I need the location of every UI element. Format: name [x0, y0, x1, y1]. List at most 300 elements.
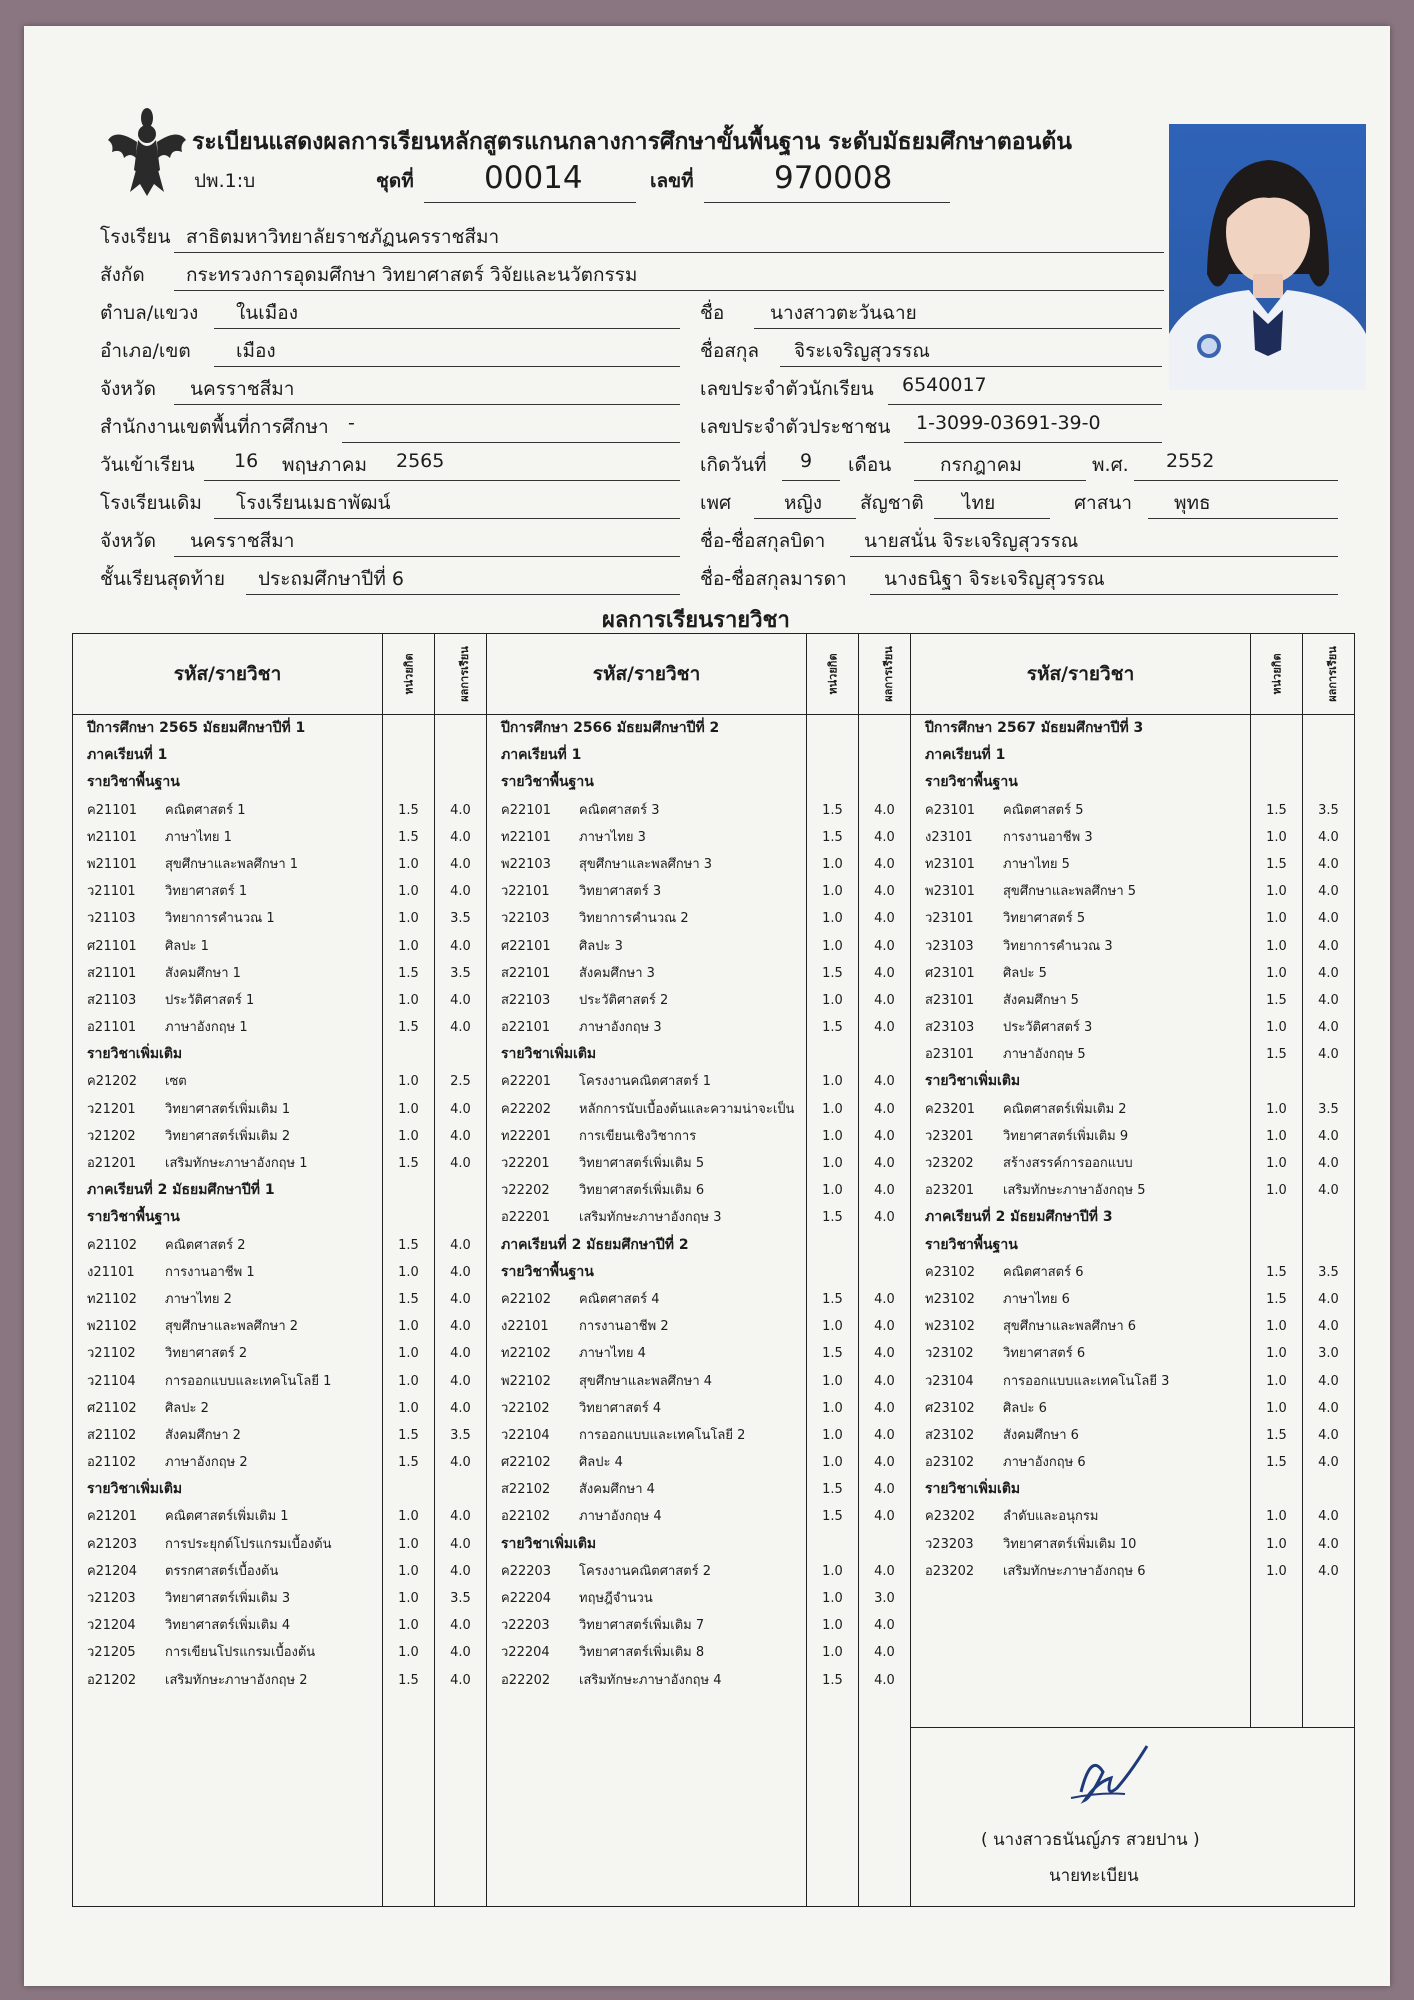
- subject-code: ว23202: [925, 1156, 974, 1171]
- subject-name: ลำดับและอนุกรม: [1003, 1509, 1099, 1525]
- section-heading: รายวิชาพื้นฐาน: [925, 774, 1018, 791]
- subject-credit: 1.0: [398, 911, 419, 927]
- subject-row: [911, 905, 1250, 932]
- subject-row: [487, 824, 806, 851]
- subject-header: รหัส/รายวิชา: [73, 634, 383, 715]
- subject-grade: 3.0: [874, 1591, 895, 1606]
- subject-row: [911, 1449, 1250, 1476]
- subject-code: ว21203: [87, 1591, 136, 1606]
- subject-name: คณิตศาสตร์ 5: [1003, 802, 1084, 818]
- subject-header: รหัส/รายวิชา: [911, 634, 1251, 715]
- subject-credit: 1.5: [398, 802, 419, 818]
- section-heading: รายวิชาเพิ่มเติม: [501, 1535, 597, 1552]
- subject-credit: 1.5: [822, 965, 843, 981]
- garuda-emblem-icon: [104, 100, 190, 200]
- subject-row: [73, 1612, 382, 1639]
- subject-row: [73, 1286, 382, 1313]
- subject-credit: 1.5: [398, 1020, 419, 1036]
- subject-grade: 4.0: [1318, 884, 1339, 900]
- subject-credit: 1.0: [822, 1319, 843, 1335]
- subject-name: ศิลปะ 4: [579, 1455, 623, 1471]
- subject-row: [73, 1340, 382, 1367]
- subject-name: เสริมทักษะภาษาอังกฤษ 2: [165, 1672, 308, 1688]
- subject-row: [487, 1667, 806, 1694]
- subject-credit: 1.0: [398, 856, 419, 872]
- set-underline: [424, 202, 636, 203]
- subject-row: [487, 987, 806, 1014]
- subject-name: ทฤษฎีจำนวน: [579, 1591, 653, 1606]
- section-heading: รายวิชาเพิ่มเติม: [925, 1073, 1021, 1090]
- set-label: ชุดที่: [376, 170, 414, 192]
- subject-credit: 1.5: [1266, 1455, 1287, 1471]
- subject-row: [73, 1232, 382, 1259]
- subject-name: วิทยาศาสตร์เพิ่มเติม 7: [579, 1618, 705, 1634]
- subject-code: อ23101: [925, 1047, 975, 1063]
- subject-row: [487, 797, 806, 824]
- subject-code: อ21102: [87, 1455, 137, 1471]
- subject-name: การงานอาชีพ 1: [165, 1264, 255, 1280]
- area-office-underline: [342, 442, 680, 443]
- year3-credits: [1251, 715, 1303, 1728]
- subject-code: อ22202: [501, 1672, 551, 1688]
- subject-name: วิทยาศาสตร์ 5: [1003, 911, 1086, 927]
- subject-code: ว23203: [925, 1536, 974, 1552]
- section-heading: ภาคเรียนที่ 2 มัธยมศึกษาปีที่ 1: [87, 1182, 275, 1199]
- credit-header: หน่วยกิต: [383, 634, 435, 715]
- prev-province-underline: [174, 556, 680, 557]
- registrar-position: นายทะเบียน: [1049, 1866, 1139, 1886]
- subject-grade: 4.0: [1318, 1183, 1339, 1199]
- subject-row: [487, 1585, 806, 1612]
- year2-grades: [859, 715, 911, 1907]
- credit-blank: [1251, 769, 1302, 796]
- subject-code: ว23104: [925, 1373, 974, 1389]
- subject-credit: 1.0: [1266, 1563, 1287, 1579]
- credit-blank: [383, 1177, 434, 1204]
- subject-name: ศิลปะ 3: [579, 938, 623, 954]
- subject-name: การงานอาชีพ 2: [579, 1319, 669, 1335]
- prev-school-label: โรงเรียนเดิม: [100, 492, 202, 514]
- subject-grade: 4.0: [874, 1373, 895, 1389]
- credit-blank: [383, 1204, 434, 1231]
- subject-credit: 1.5: [398, 1156, 419, 1171]
- subject-credit: 1.0: [1266, 1373, 1287, 1389]
- subject-name: เสริมทักษะภาษาอังกฤษ 6: [1003, 1563, 1146, 1579]
- subject-code: ค23101: [925, 802, 976, 818]
- subject-credit: 1.0: [1266, 1156, 1287, 1171]
- subject-credit: 1.0: [1266, 1536, 1287, 1552]
- subject-grade: 3.5: [1318, 802, 1339, 818]
- student-surname: จิระเจริญสุวรรณ: [794, 340, 930, 362]
- subject-name: ภาษาไทย 4: [579, 1346, 646, 1362]
- subject-credit: 1.0: [398, 1563, 419, 1579]
- subject-row: [911, 960, 1250, 987]
- father-underline: [850, 556, 1338, 557]
- subject-row: [911, 1503, 1250, 1530]
- subject-code: ส23102: [925, 1427, 975, 1443]
- subject-code: ศ23101: [925, 965, 975, 981]
- subject-grade: 4.0: [450, 1101, 471, 1117]
- subject-grade: 4.0: [450, 1319, 471, 1335]
- subject-row: [487, 1123, 806, 1150]
- subject-credit: 1.5: [398, 1455, 419, 1471]
- province-label: จังหวัด: [100, 378, 156, 400]
- student-id-underline: [888, 404, 1162, 405]
- nationality-underline: [934, 518, 1050, 519]
- subject-name: สุขศึกษาและพลศึกษา 2: [165, 1319, 299, 1335]
- subject-grade: 4.0: [874, 938, 895, 954]
- subject-code: ว21201: [87, 1101, 136, 1117]
- subject-name: วิทยาการคำนวณ 2: [579, 911, 689, 927]
- entry-day: 16: [234, 450, 259, 472]
- subject-grade: 4.0: [450, 1291, 471, 1307]
- credit-blank: [1251, 1204, 1302, 1231]
- subject-grade: 4.0: [874, 911, 895, 927]
- subject-grade: 4.0: [874, 884, 895, 900]
- subject-grade: 4.0: [1318, 829, 1339, 845]
- subject-code: ท21101: [87, 829, 137, 845]
- subject-code: ง22101: [501, 1319, 549, 1335]
- sex-underline: [754, 518, 856, 519]
- subject-row: [911, 824, 1250, 851]
- subject-row: [487, 851, 806, 878]
- subject-row: [73, 1395, 382, 1422]
- subject-grade: 3.5: [1318, 1264, 1339, 1280]
- subject-credit: 1.0: [398, 884, 419, 900]
- subject-name: วิทยาศาสตร์เพิ่มเติม 3: [165, 1591, 291, 1606]
- subject-row: [73, 960, 382, 987]
- subject-name: สังคมศึกษา 4: [579, 1482, 655, 1498]
- subject-code: ค21203: [87, 1536, 138, 1552]
- subject-row: [73, 851, 382, 878]
- credit-blank: [807, 742, 858, 769]
- subject-name: การเขียนโปรแกรมเบื้องต้น: [165, 1645, 316, 1661]
- subject-code: อ23202: [925, 1563, 975, 1579]
- subject-credit: 1.5: [1266, 802, 1287, 818]
- subject-row: [487, 1449, 806, 1476]
- subject-code: ค21102: [87, 1237, 138, 1253]
- subject-row: [73, 1123, 382, 1150]
- subject-code: ค22202: [501, 1101, 552, 1117]
- subject-grade: 4.0: [450, 1536, 471, 1552]
- subject-grade: 4.0: [450, 802, 471, 818]
- subject-credit: 1.0: [1266, 938, 1287, 954]
- subject-name: วิทยาศาสตร์เพิ่มเติม 9: [1003, 1128, 1129, 1144]
- last-level-underline: [246, 594, 680, 595]
- grades-body-row: [73, 715, 1355, 1728]
- subject-row: [911, 1531, 1250, 1558]
- birth-month: กรกฎาคม: [940, 454, 1022, 476]
- subject-row: [487, 1639, 806, 1666]
- subject-row: [911, 1340, 1250, 1367]
- section-heading: ภาคเรียนที่ 1: [87, 747, 168, 764]
- subject-code: ส23103: [925, 1020, 975, 1036]
- subject-grade: 4.0: [450, 992, 471, 1008]
- subject-grade: 4.0: [874, 1101, 895, 1117]
- subject-code: ค23102: [925, 1264, 976, 1280]
- subject-code: พ23101: [925, 884, 975, 900]
- subject-row: [487, 1150, 806, 1177]
- grade-blank: [859, 742, 910, 769]
- province-value: นครราชสีมา: [190, 378, 295, 400]
- subject-credit: 1.0: [398, 1591, 419, 1606]
- subject-credit: 1.0: [822, 1183, 843, 1199]
- subject-name: เซต: [165, 1074, 187, 1090]
- grade-blank: [1303, 1204, 1354, 1231]
- year3-subjects: [911, 715, 1251, 1728]
- subject-name: ศิลปะ 1: [165, 938, 209, 954]
- subject-grade: 4.0: [874, 1210, 895, 1226]
- subject-grade: 4.0: [450, 1509, 471, 1525]
- grade-blank: [435, 1204, 486, 1231]
- section-heading: ภาคเรียนที่ 2 มัธยมศึกษาปีที่ 2: [501, 1236, 689, 1253]
- area-office-label: สำนักงานเขตพื้นที่การศึกษา: [100, 416, 329, 438]
- subject-grade: 3.5: [1318, 1101, 1339, 1117]
- subject-name: ประวัติศาสตร์ 3: [1003, 1020, 1093, 1036]
- subject-row: [911, 1558, 1250, 1585]
- subject-credit: 1.0: [1266, 1128, 1287, 1144]
- subject-credit: 1.0: [1266, 884, 1287, 900]
- subject-grade: 4.0: [874, 1346, 895, 1362]
- subject-code: ส23101: [925, 992, 975, 1008]
- entry-month: พฤษภาคม: [282, 454, 367, 476]
- district-underline: [214, 366, 680, 367]
- subject-name: วิทยาศาสตร์ 3: [579, 884, 662, 900]
- subject-credit: 1.0: [1266, 1346, 1287, 1362]
- set-number: 00014: [484, 160, 583, 196]
- subject-grade: 4.0: [1318, 1319, 1339, 1335]
- subject-grade: 4.0: [450, 1128, 471, 1144]
- subject-credit: 1.0: [822, 1591, 843, 1606]
- subject-name: การประยุกต์โปรแกรมเบื้องต้น: [165, 1536, 332, 1552]
- number-underline: [704, 202, 950, 203]
- subject-grade: 4.0: [450, 884, 471, 900]
- subject-name: ภาษาไทย 3: [579, 829, 646, 845]
- subject-grade: 4.0: [1318, 1047, 1339, 1063]
- subject-name: ภาษาอังกฤษ 2: [165, 1455, 248, 1471]
- religion-label: ศาสนา: [1074, 492, 1132, 514]
- subject-code: ว21101: [87, 884, 136, 900]
- subject-grade: 4.0: [450, 1400, 471, 1416]
- subject-grade: 4.0: [450, 856, 471, 872]
- subject-name: สังคมศึกษา 1: [165, 965, 241, 981]
- subject-row: [911, 1395, 1250, 1422]
- subject-credit: 1.0: [1266, 829, 1287, 845]
- subject-credit: 1.0: [822, 1128, 843, 1144]
- subject-row: [911, 1286, 1250, 1313]
- subject-credit: 1.5: [822, 1482, 843, 1498]
- subject-row: [487, 1177, 806, 1204]
- subject-credit: 1.5: [822, 802, 843, 818]
- subject-row: [73, 1422, 382, 1449]
- grade-blank: [435, 742, 486, 769]
- doc-number: 970008: [774, 160, 893, 196]
- subject-credit: 1.0: [822, 911, 843, 927]
- subject-credit: 1.5: [822, 1291, 843, 1307]
- subject-grade: 4.0: [874, 965, 895, 981]
- subject-credit: 1.0: [398, 1264, 419, 1280]
- subject-credit: 1.0: [822, 1156, 843, 1171]
- subject-name: คณิตศาสตร์ 3: [579, 802, 660, 818]
- subject-grade: 4.0: [450, 1373, 471, 1389]
- subject-name: ภาษาอังกฤษ 1: [165, 1020, 248, 1036]
- subject-code: ค22102: [501, 1291, 552, 1307]
- national-id: 1-3099-03691-39-0: [916, 412, 1101, 434]
- subject-credit: 1.0: [822, 1373, 843, 1389]
- subject-code: ค21101: [87, 802, 138, 818]
- subject-row: [73, 1150, 382, 1177]
- subject-grade: 4.0: [1318, 1400, 1339, 1416]
- subject-code: พ22103: [501, 856, 551, 872]
- area-office-value: -: [348, 412, 355, 434]
- subject-credit: 1.0: [398, 1618, 419, 1634]
- subject-row: [911, 1096, 1250, 1123]
- district-value: เมือง: [236, 340, 276, 362]
- student-id-label: เลขประจำตัวนักเรียน: [700, 378, 874, 400]
- subject-grade: 4.0: [874, 1427, 895, 1443]
- subject-row: [487, 905, 806, 932]
- school-underline: [174, 252, 1164, 253]
- subject-credit: 1.0: [398, 938, 419, 954]
- subject-grade: 4.0: [874, 1509, 895, 1525]
- sex-label: เพศ: [700, 492, 732, 514]
- credit-blank: [383, 715, 434, 742]
- subject-credit: 1.5: [1266, 1427, 1287, 1443]
- subject-name: ภาษาอังกฤษ 3: [579, 1020, 662, 1036]
- subject-code: ว21102: [87, 1346, 136, 1362]
- subject-credit: 1.5: [1266, 1047, 1287, 1063]
- subject-code: อ21202: [87, 1672, 137, 1688]
- subject-name: หลักการนับเบื้องต้นและความน่าจะเป็น: [579, 1101, 795, 1117]
- subject-grade: 4.0: [1318, 1156, 1339, 1171]
- subject-credit: 1.5: [398, 1672, 419, 1688]
- birth-day-underline: [782, 480, 840, 481]
- subject-code: ว22204: [501, 1645, 550, 1661]
- subject-row: [911, 933, 1250, 960]
- subject-name: คณิตศาสตร์ 1: [165, 802, 246, 818]
- grade-blank: [1303, 1476, 1354, 1503]
- subject-row: [73, 1585, 382, 1612]
- grade-blank: [1303, 742, 1354, 769]
- birth-year-underline: [1134, 480, 1338, 481]
- birth-label: เกิดวันที่: [700, 454, 767, 476]
- credit-blank: [1251, 1232, 1302, 1259]
- subject-grade: 4.0: [1318, 1291, 1339, 1307]
- subject-credit: 1.5: [1266, 856, 1287, 872]
- subject-code: ท22201: [501, 1128, 551, 1144]
- subject-row: [73, 1014, 382, 1041]
- subject-grade: 3.5: [450, 965, 471, 981]
- subject-name: วิทยาศาสตร์ 1: [165, 884, 248, 900]
- subject-name: วิทยาศาสตร์ 2: [165, 1346, 248, 1362]
- grade-header: ผลการเรียน: [859, 634, 911, 715]
- subject-row: [487, 1422, 806, 1449]
- subject-name: เสริมทักษะภาษาอังกฤษ 1: [165, 1156, 308, 1171]
- subject-name: สุขศึกษาและพลศึกษา 5: [1003, 884, 1137, 900]
- credit-blank: [383, 742, 434, 769]
- subject-name: สร้างสรรค์การออกแบบ: [1003, 1156, 1133, 1171]
- birth-day: 9: [800, 450, 813, 472]
- subject-grade: 4.0: [874, 829, 895, 845]
- subject-row: [487, 1558, 806, 1585]
- grade-header: ผลการเรียน: [1303, 634, 1355, 715]
- subject-credit: 1.0: [822, 992, 843, 1008]
- prev-school-underline: [214, 518, 680, 519]
- subject-credit: 1.5: [822, 1672, 843, 1688]
- subject-code: อ22101: [501, 1020, 551, 1036]
- surname-label: ชื่อสกุล: [700, 340, 760, 362]
- subject-code: ค21201: [87, 1509, 138, 1525]
- credit-blank: [807, 1259, 858, 1286]
- subject-code: ว21103: [87, 911, 136, 927]
- subject-name: ภาษาอังกฤษ 4: [579, 1509, 662, 1525]
- subject-credit: 1.0: [398, 1536, 419, 1552]
- student-portrait-icon: [1169, 124, 1366, 390]
- credit-blank: [807, 1232, 858, 1259]
- subject-code: ง21101: [87, 1264, 135, 1280]
- signature-box: [911, 1728, 1355, 1907]
- subject-row: [487, 960, 806, 987]
- prev-province-value: นครราชสีมา: [190, 530, 295, 552]
- subject-code: อ22201: [501, 1210, 551, 1226]
- credit-header: หน่วยกิต: [807, 634, 859, 715]
- section-heading: รายวิชาเพิ่มเติม: [87, 1481, 183, 1498]
- national-id-label: เลขประจำตัวประชาชน: [700, 416, 891, 438]
- father-name: นายสนั่น จิระเจริญสุวรรณ: [864, 530, 1079, 552]
- section-heading: ปีการศึกษา 2567 มัธยมศึกษาปีที่ 3: [925, 720, 1144, 736]
- subject-name: การเขียนเชิงวิชาการ: [579, 1128, 697, 1144]
- subject-code: ค23201: [925, 1101, 976, 1117]
- student-name: นางสาวตะวันฉาย: [770, 302, 917, 324]
- grade-blank: [859, 1531, 910, 1558]
- subject-grade: 4.0: [874, 1319, 895, 1335]
- subject-grade: 4.0: [1318, 1455, 1339, 1471]
- subject-name: วิทยาศาสตร์เพิ่มเติม 2: [165, 1128, 291, 1144]
- subject-grade: 4.0: [1318, 1536, 1339, 1552]
- section-heading: รายวิชาเพิ่มเติม: [87, 1046, 183, 1063]
- entry-date-label: วันเข้าเรียน: [100, 454, 195, 476]
- subject-row: [487, 1368, 806, 1395]
- subject-code: พ21101: [87, 856, 137, 872]
- subject-name: สุขศึกษาและพลศึกษา 1: [165, 856, 299, 872]
- subject-code: ส21102: [87, 1427, 137, 1443]
- father-label: ชื่อ-ชื่อสกุลบิดา: [700, 530, 826, 552]
- subject-name: การออกแบบและเทคโนโลยี 3: [1003, 1373, 1170, 1389]
- grade-blank: [859, 769, 910, 796]
- subject-grade: 4.0: [450, 1020, 471, 1036]
- subject-code: ว22104: [501, 1427, 550, 1443]
- subject-row: [73, 1503, 382, 1530]
- subject-row: [73, 1531, 382, 1558]
- credit-blank: [807, 715, 858, 742]
- subject-grade: 4.0: [874, 992, 895, 1008]
- subject-row: [73, 905, 382, 932]
- subject-grade: 4.0: [874, 1455, 895, 1471]
- subject-code: ค23202: [925, 1509, 976, 1525]
- subject-grade: 4.0: [450, 1156, 471, 1171]
- subject-grade: 4.0: [874, 1183, 895, 1199]
- year1-subjects: [73, 715, 383, 1907]
- subject-code: ว22202: [501, 1183, 550, 1199]
- subject-credit: 1.0: [822, 884, 843, 900]
- subject-name: ศิลปะ 2: [165, 1400, 209, 1416]
- subject-name: ภาษาไทย 1: [165, 829, 232, 845]
- subject-grade: 4.0: [1318, 938, 1339, 954]
- subject-grade: 4.0: [1318, 1128, 1339, 1144]
- subject-name: ภาษาอังกฤษ 5: [1003, 1047, 1086, 1063]
- subject-grade: 4.0: [450, 1346, 471, 1362]
- grade-blank: [1303, 715, 1354, 742]
